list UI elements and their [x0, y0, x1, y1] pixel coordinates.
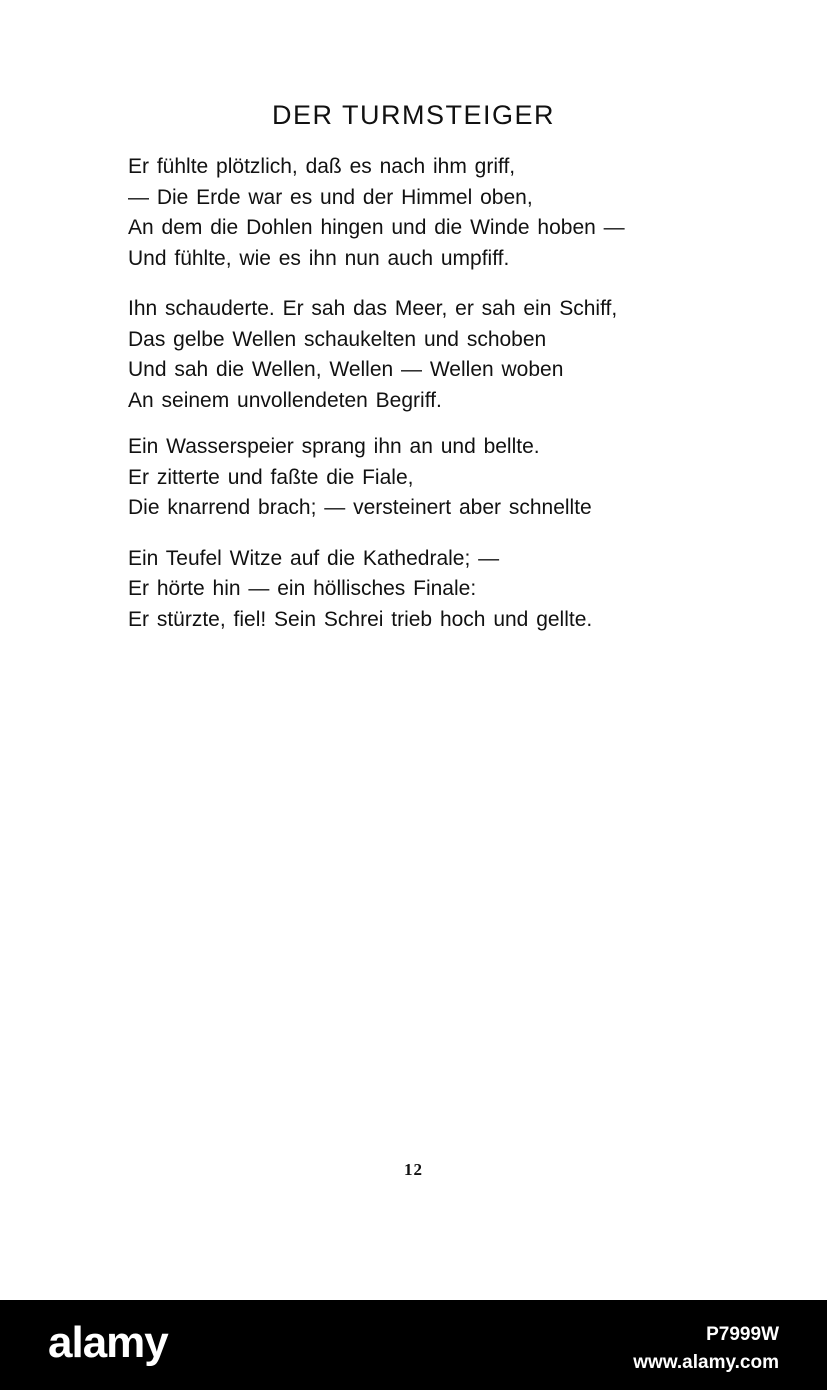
poem-line: Und sah die Wellen, Wellen — Wellen woben [128, 358, 564, 381]
poem-line: Das gelbe Wellen schaukelten und schoben [128, 327, 547, 351]
image-id: P7999W [706, 1324, 779, 1345]
poem-line: An dem die Dohlen hingen und die Winde hoben — [128, 216, 625, 239]
poem-line: Und fühlte, wie es ihn nun auch umpfiff. [128, 246, 510, 270]
poem-line: — Die Erde war es und der Himmel oben, [128, 185, 533, 209]
watermark-banner [0, 1300, 827, 1390]
stanza-1 [128, 152, 728, 274]
stanza-3 [128, 432, 728, 524]
stanza-4 [128, 544, 728, 636]
poem-line: Er stürzte, fiel! Sein Schrei trieb hoch und gellte. [128, 607, 593, 631]
poem-line: Die knarrend brach; — versteinert aber schnellte [128, 496, 592, 519]
poem-line: Er fühlte plötzlich, daß es nach ihm griff, [128, 155, 516, 178]
poem-line: Ein Teufel Witze auf die Kathedrale; — [128, 546, 500, 570]
watermark-url: www.alamy.com [633, 1352, 779, 1373]
poem-body [128, 152, 728, 655]
poem-line: Er hörte hin — ein höllisches Finale: [128, 577, 477, 600]
poem-line: Ihn schauderte. Er sah das Meer, er sah ein Schiff, [128, 297, 618, 320]
stanza-2 [128, 294, 728, 416]
poem-line: Er zitterte und faßte die Fiale, [128, 465, 414, 489]
alamy-logo: alamy [48, 1318, 168, 1367]
page-number: 12 [404, 1160, 423, 1179]
poem-title: DER TURMSTEIGER [271, 100, 556, 130]
poem-line: Ein Wasserspeier sprang ihn an und bellte. [128, 435, 540, 458]
poem-line: An seinem unvollendeten Begriff. [128, 388, 442, 412]
